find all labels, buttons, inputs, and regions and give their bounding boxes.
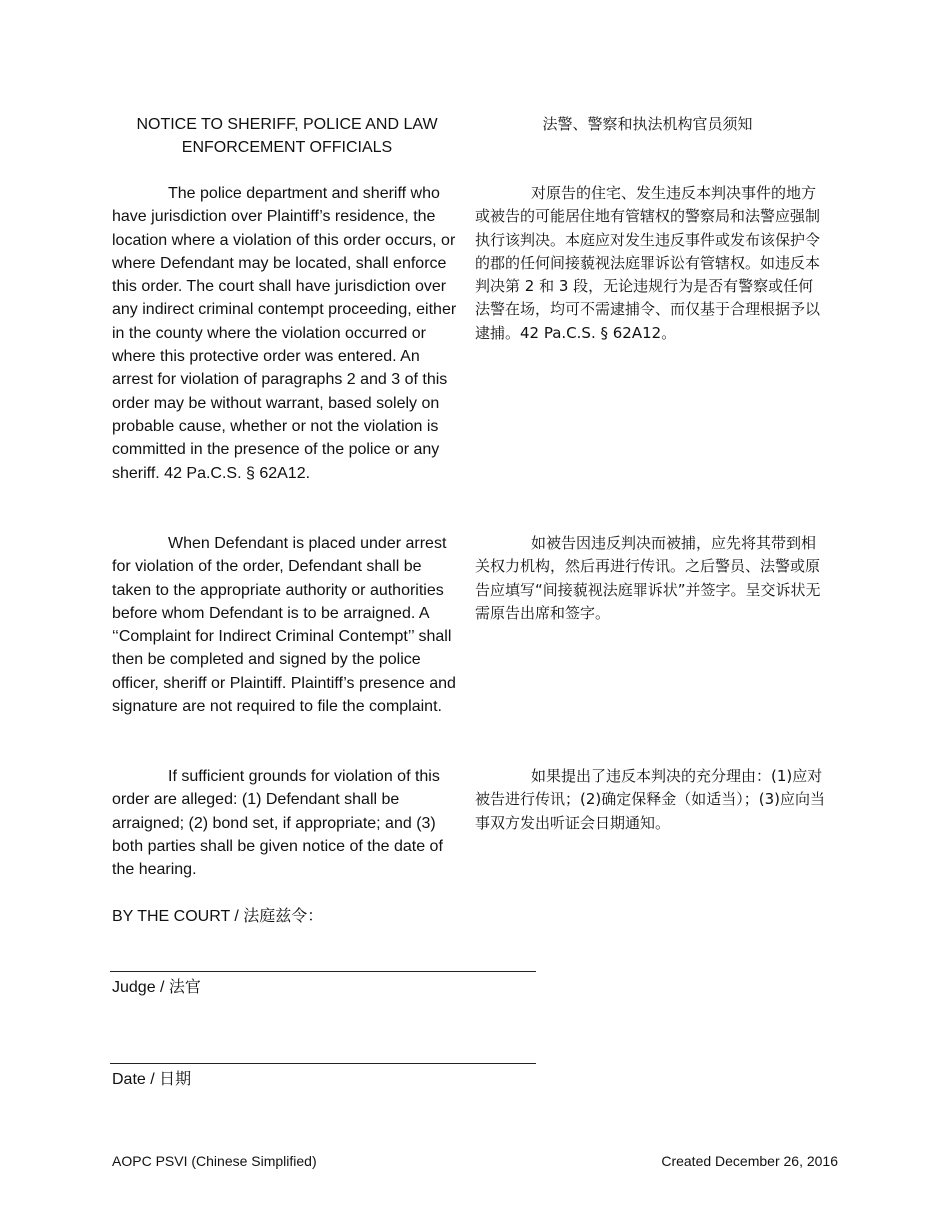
paragraph-grounds-english: If sufficient grounds for violation of this order are alleged: (1) Defendant shall be arraigned; (2) bond set, if appropriate; and (3) both parties shall be given notice of the date of the hearing.: [112, 768, 443, 879]
date-signature-line: [110, 1063, 536, 1064]
paragraph-jurisdiction-chinese: 对原告的住宅、发生违反本判决事件的地方或被告的可能居住地有管辖权的警察局和法警应强制执行该判决。本庭应对发生违反事件或发布该保护令的郡的任何间接藐视法庭罪诉讼有管辖权。如违反本判决第 2 和 3 段，无论违规行为是否有警察或任何法警在场，均可不需逮捕令、而仅基于合理根据予以逮捕。42 Pa.C.S. § 62A12。: [475, 184, 821, 342]
by-the-court-line: BY THE COURT / 法庭兹令：: [112, 908, 324, 925]
title-chinese: 法警、警察和执法机构官员须知: [542, 115, 753, 133]
judge-signature-line: [110, 971, 536, 972]
judge-label: Judge / 法官: [112, 979, 201, 996]
footer-form-id: AOPC PSVI (Chinese Simplified): [112, 1153, 317, 1169]
paragraph-arrest-english: When Defendant is placed under arrest for violation of the order, Defendant shall be taken to the appropriate authority or authorities before whom Defendant is to be arraigned. A ‘‘Complaint for Indirect Criminal Contempt’’ shall then be completed and signed by the police officer, sheriff or Plaintiff. Plaintiff’s presence and signature are not required to file the complaint.: [112, 535, 456, 716]
paragraph-jurisdiction-english: The police department and sheriff who have jurisdiction over Plaintiff’s residence, the location where a violation of this order occurs, or where Defendant may be located, shall enforce this order. The court shall have jurisdiction over any indirect criminal contempt proceeding, either in the county where the violation occurred or where this protective order was entered. An arrest for violation of paragraphs 2 and 3 of this order may be without warrant, based solely on probable cause, whether or not the violation is committed in the presence of the police or any sheriff. 42 Pa.C.S. § 62A12.: [112, 185, 457, 482]
footer-created-date: Created December 26, 2016: [661, 1153, 838, 1169]
paragraph-arrest-chinese: 如被告因违反判决而被捕，应先将其带到相关权力机构，然后再进行传讯。之后警员、法警或原告应填写“间接藐视法庭罪诉状”并签字。呈交诉状无需原告出席和签字。: [475, 534, 821, 622]
paragraph-grounds-chinese: 如果提出了违反本判决的充分理由：(1)应对被告进行传讯；(2)确定保释金（如适当）；(3)应向当事双方发出听证会日期通知。: [475, 767, 825, 832]
title-english: NOTICE TO SHERIFF, POLICE AND LAW ENFORCEMENT OFFICIALS: [136, 116, 438, 157]
date-label: Date / 日期: [112, 1071, 192, 1088]
